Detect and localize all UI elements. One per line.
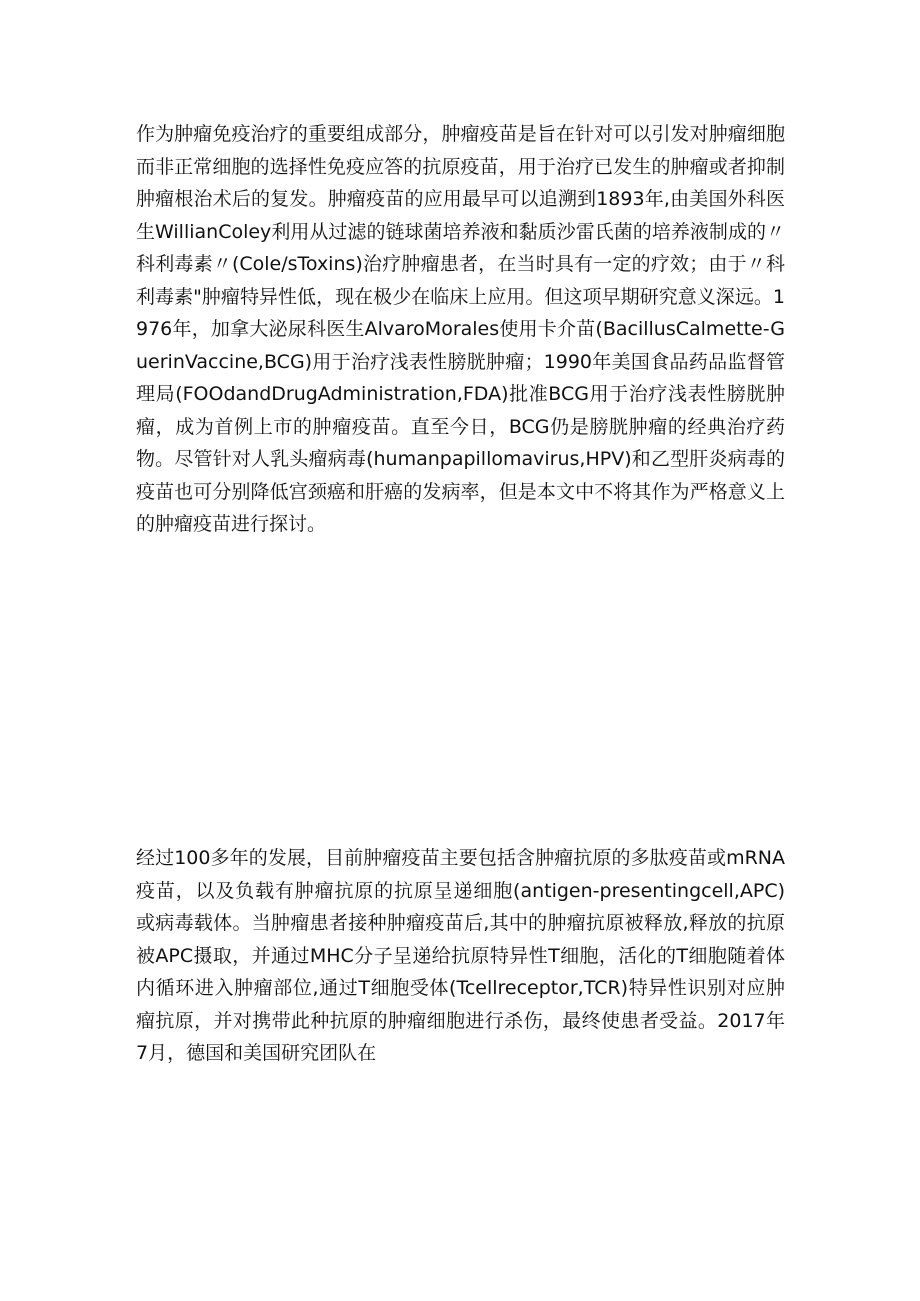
paragraph-tumor-vaccine-mechanism: 经过100多年的发展，目前肿瘤疫苗主要包括含肿瘤抗原的多肽疫苗或mRNA疫苗，以及负载有肿瘤抗原的抗原呈递细胞(antigen-presentingcell,APC)或病毒载体。当肿瘤患者接种肿瘤疫苗后,其中的肿瘤抗原被释放,释放的抗原被APC摄取，并通过MHC分子呈递给抗原特异性T细胞，活化的T细胞随着体内循环进入肿瘤部位,通过T细胞受体(Tcellreceptor,TCR)特异性识别对应肿瘤抗原，并对携带此种抗原的肿瘤细胞进行杀伤，最终使患者受益。2017年7月，德国和美国研究团队在 [136,847,785,1064]
paragraph-tumor-vaccine-history: 作为肿瘤免疫治疗的重要组成部分，肿瘤疫苗是旨在针对可以引发对肿瘤细胞而非正常细胞的选择性免疫应答的抗原疫苗，用于治疗已发生的肿瘤或者抑制肿瘤根治术后的复发。肿瘤疫苗的应用最早可以追溯到1893年,由美国外科医生WillianColey利用从过滤的链球菌培养液和黏质沙雷氏菌的培养液制成的〃科利毒素〃(Cole/sToxins)治疗肿瘤患者，在当时具有一定的疗效；由于〃科利毒素"肿瘤特异性低，现在极少在临床上应用。但这项早期研究意义深远。1976年，加拿大泌尿科医生AlvaroMorales使用卡介苗(BacillusCalmette-GuerinVaccine,BCG)用于治疗浅表性膀胱肿瘤；1990年美国食品药品监督管理局(FOOdandDrugAdministration,FDA)批准BCG用于治疗浅表性膀胱肿瘤，成为首例上市的肿瘤疫苗。直至今日，BCG仍是膀胱肿瘤的经典治疗药物。尽管针对人乳头瘤病毒(humanpapillomavirus,HPV)和乙型肝炎病毒的疫苗也可分别降低宫颈癌和肝癌的发病率，但是本文中不将其作为严格意义上的肿瘤疫苗进行探讨。 [136,123,785,535]
